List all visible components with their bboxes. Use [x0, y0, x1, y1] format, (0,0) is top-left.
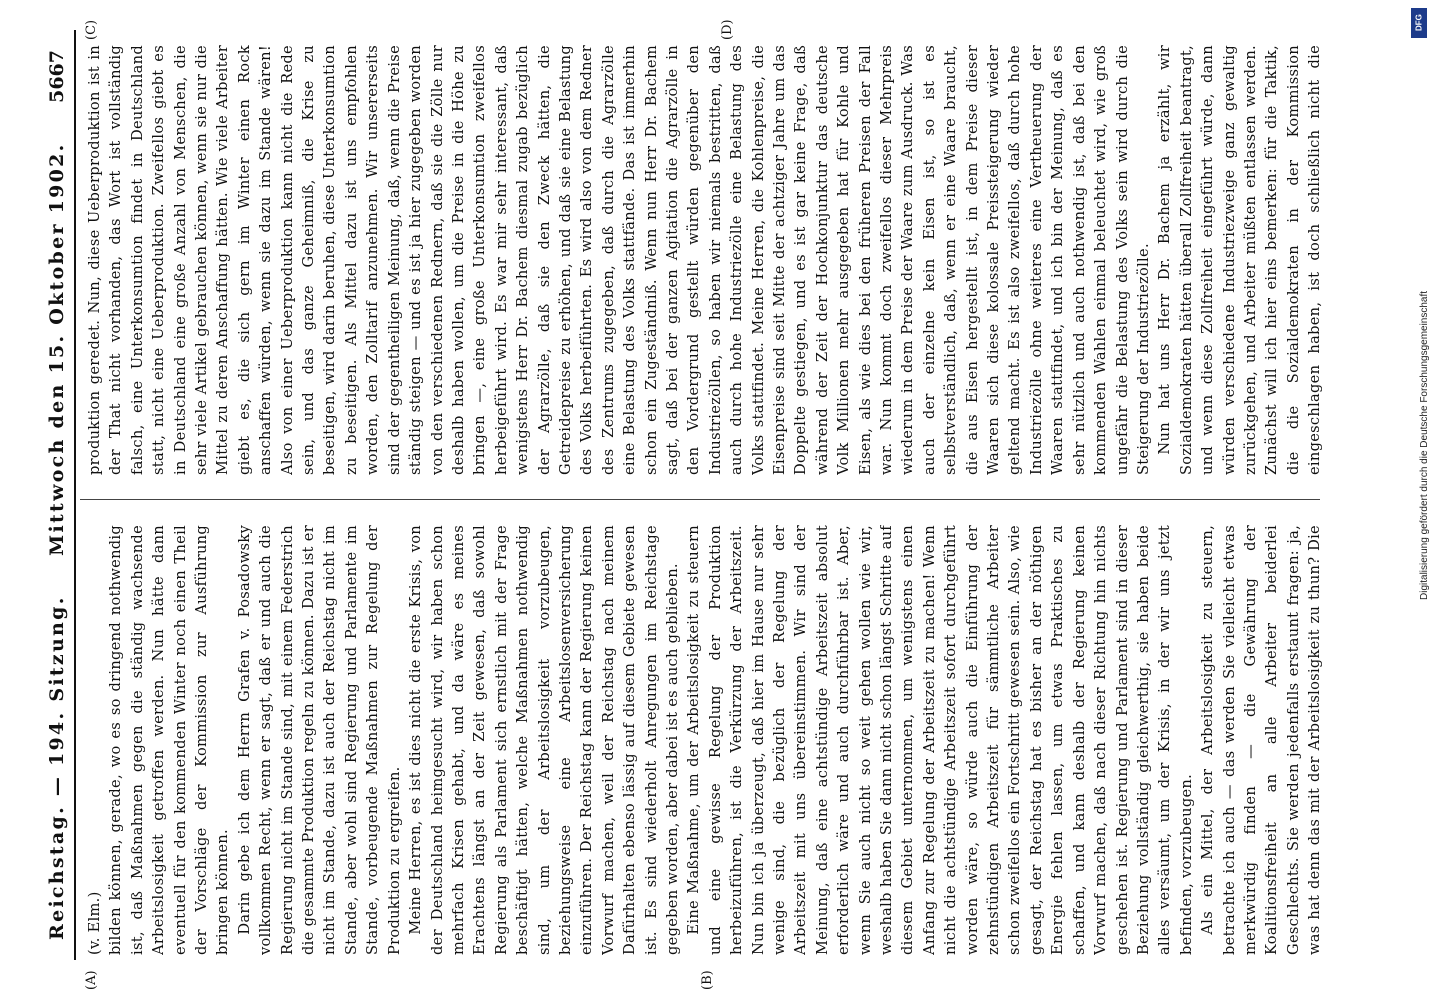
paragraph: produktion geredet. Nun, diese Ueberproduktion ist in der That nicht vorhanden, das Wort ist vollständig falsch, eine Unterkonsumtion findet in Deutschland statt, nicht eine Ueberproduktion. Zweifellos giebt es in Deutschland eine große Anzahl von Menschen, die sehr viele Artikel gebrauchen können, wenn sie nur die Mittel zu deren Anschaffung hätten. Wie viele Arbeiter giebt es, die sich gern im Winter einen Rock anschaffen würden, wenn sie dazu im Stande wären! Also von einer Ueberproduktion kann nicht die Rede sein, und das ganze Geheimniß, die Krise zu beseitigen, wird darin beruhen, diese Unterkonsumtion zu beseitigen. Als Mittel dazu ist uns empfohlen worden, den Zolltarif anzunehmen. Wir unsererseits sind der gegentheiligen Meinung, daß, wenn die Preise ständig steigen — und es ist ja hier zugegeben worden von den verschiedenen Rednern, daß sie die Zölle nur deshalb haben wollen, um die Preise in die Höhe zu bringen —, eine große Unterkonsumtion zweifellos herbeigeführt wird. Es war mir sehr interessant, daß wenigstens Herr Dr. Bachem diesmal zugab bezüglich der Agrarzölle, daß sie den Zweck hätten, die Getreidepreise zu erhöhen, und daß sie eine Belastung des Volks herbeiführten. Es wird also von dem Redner des Zentrums zugegeben, daß durch die Agrarzölle eine Belastung des Volks stattfände. Das ist immerhin schon ein Zugeständniß. Wenn nun Herr Dr. Bachem sagt, daß bei der ganzen Agitation die Agrarzölle in den Vordergrund gestellt würden gegenüber den Industriezöllen, so haben wir niemals bestritten, daß auch durch hohe Industriezölle eine Belastung des Volks stattfindet. Meine Herren, die Kohlenpreise, die Eisenpreise sind seit Mitte der achtziger Jahre um das Doppelte gestiegen, und es ist gar keine Frage, daß während der Zeit der Hochkonjunktur das deutsche Volk Millionen mehr ausgegeben hat für Kohle und Eisen, als wie dies bei den früheren Preisen der Fall war. Nun kommt doch zweifellos dieser Mehrpreis wiederum in dem Preise der Waare zum Ausdruck. Was auch der einzelne kein Eisen ist, so ist es selbstverständlich, daß, wenn er eine Waare braucht, die aus Eisen hergestellt ist, in dem Preise dieser Waaren sich diese kolossale Preissteigerung wieder geltend macht. Es ist also zweifellos, daß durch hohe Industriezölle ohne weiteres eine Vertheuerung der Waaren stattfindet, und ich bin der Meinung, daß es sehr nützlich und auch nothwendig ist, daß bei den kommenden Wahlen einmal beleuchtet wird, wie groß ungefähr die Belastung des Volks sein wird durch die Steigerung der Industriezölle. [86, 45, 1152, 475]
dfg-logo: DFG [1411, 8, 1427, 38]
margin-letter-b: (B) [700, 970, 715, 990]
margin-letter-d: (D) [720, 19, 735, 40]
funding-note-text: Digitalisierung gefördert durch die Deutsche Forschungsgemeinschaft [1419, 290, 1430, 600]
left-column [84, 525, 1324, 955]
header-rule [74, 30, 76, 960]
paragraph: bilden können, gerade, wo es so dringend nothwendig ist, daß Maßnahmen gegen die ständig wachsende Arbeitslosigkeit getroffen werden. Nun hätte dann eventuell für den kommenden Winter noch einen Theil der Vorschläge der Kommission zur Ausführung bringen können. [107, 525, 232, 955]
column-divider [80, 499, 1320, 500]
paragraph: Darin gebe ich dem Herrn Grafen v. Posadowsky vollkommen Recht, wenn er sagt, daß er und auch die Regierung nicht im Stande sind, mit einem Federstrich die gesammte Produktion regeln zu können. Dazu ist er nicht im Stande, dazu ist auch der Reichstag nicht im Stande, aber wohl sind Regierung und Parlamente im Stande, vorbeugende Maßnahmen zur Regelung der Produktion zu ergreifen. [235, 525, 403, 955]
header-date: Mittwoch den 15. Oktober 1902. [46, 142, 68, 556]
margin-letter-c: (C) [84, 19, 99, 40]
header-session: Reichstag. — 194. Sitzung. [46, 595, 68, 940]
speaker-label: (v. Elm.) [86, 891, 103, 955]
page-header [32, 50, 68, 940]
funding-footer [1404, 0, 1434, 1000]
paragraph: Als ein Mittel, der Arbeitslosigkeit zu steuern, betrachte ich auch — das werden Sie vielleicht etwas merkwürdig finden — die Gewährung der Koalitionsfreiheit an alle Arbeiter beiderlei Geschlechts. Sie werden jedenfalls erstaunt fragen: ja, was hat denn das mit der Arbeitslosigkeit zu thun? Die [1199, 525, 1324, 955]
paragraph: Eine Maßnahme, um der Arbeitslosigkeit zu steuern und eine gewisse Regelung der Produktion herbeizuführen, ist die Verkürzung der Arbeitszeit. Nun bin ich ja überzeugt, daß hier im Hause nur sehr wenige sind, die bezüglich der Regelung der Arbeitszeit mit uns übereinstimmen. Wir sind der Meinung, daß eine achtstündige Arbeitszeit absolut erforderlich wäre und auch durchführbar ist. Aber, wenn Sie auch nicht so weit gehen wollen wie wir, weshalb haben Sie dann nicht schon längst Schritte auf diesem Gebiet unternommen, um wenigstens einen Anfang zur Regelung der Arbeitszeit zu machen! Wenn nicht die achtstündige Arbeitszeit sofort durchgeführt worden wäre, so würde auch die Einführung der zehnstündigen Arbeitszeit für sämmtliche Arbeiter schon zweifellos ein Fortschritt gewesen sein. Also, wie gesagt, der Reichstag hat es bisher an der nöthigen Energie fehlen lassen, um etwas Praktisches zu schaffen, und kann deshalb der Regierung keinen Vorwurf machen, daß nach dieser Richtung hin nichts geschehen ist. Regierung und Parlament sind in dieser Beziehung vollständig gleichwerthig, sie haben beide alles versäumt, um der Krisis, in der wir uns jetzt befinden, vorzubeugen. [685, 525, 1195, 955]
right-column [84, 45, 1324, 475]
margin-letter-a: (A) [84, 970, 99, 990]
paragraph: Nun hat uns Herr Dr. Bachem ja erzählt, wir Sozialdemokraten hätten überall Zollfreiheit beantragt, und wenn diese Zollfreiheit eingeführt würde, dann würden verschiedene Industriezweige ganz gewaltig zurückgehen, und Arbeiter müßten entlassen werden. Zunächst will ich hier eins bemerken: für die Taktik, die die Sozialdemokraten in der Kommission eingeschlagen haben, ist doch schließlich nicht die [1156, 45, 1324, 475]
paragraph: Meine Herren, es ist dies nicht die erste Krisis, von der Deutschland heimgesucht wird, wir haben schon mehrfach Krisen gehabt, und da wäre es meines Erachtens längst an der Zeit gewesen, daß sowohl Regierung als Parlament sich ernstlich mit der Frage beschäftigt hätten, welche Maßnahmen nothwendig sind, um der Arbeitslosigkeit vorzubeugen, beziehungsweise eine Arbeitslosenversicherung einzuführen. Der Reichstag kann der Regierung keinen Vorwurf machen, weil der Reichstag nach meinem Dafürhalten ebenso lässig auf diesem Gebiete gewesen ist. Es sind wiederholt Anregungen im Reichstage gegeben worden, aber dabei ist es auch geblieben. [407, 525, 681, 955]
header-page-number: 5667 [46, 50, 68, 103]
